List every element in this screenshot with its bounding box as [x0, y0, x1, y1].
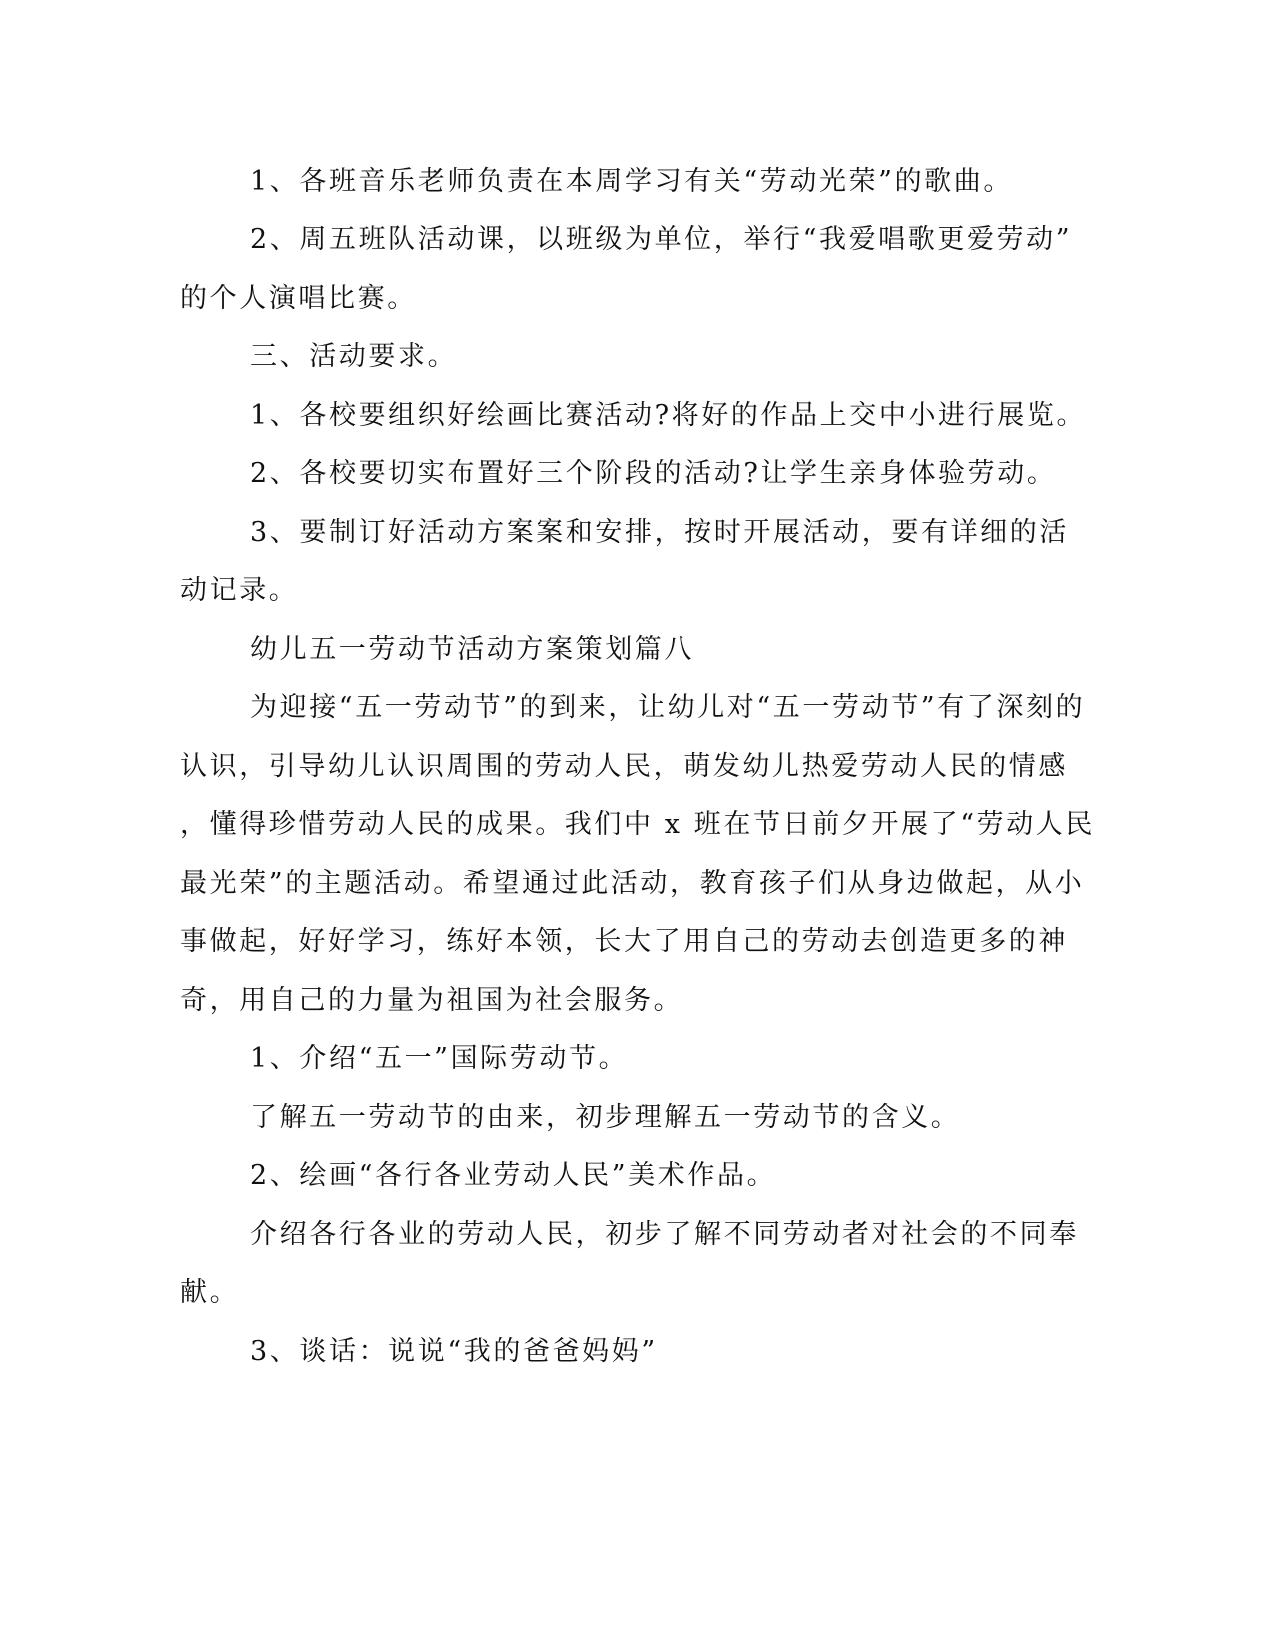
text-line-8: 动记录。 — [180, 575, 299, 606]
text-line-2: 2、周五班队活动课，以班级为单位，举行“我爱唱歌更爱劳动” — [250, 224, 1073, 255]
text-line-17: 了解五一劳动节的由来，初步理解五一劳动节的含义。 — [250, 1102, 961, 1133]
text-line-16: 1、介绍“五一”国际劳动节。 — [250, 1043, 629, 1074]
text-line-7: 3、要制订好活动方案案和安排，按时开展活动，要有详细的活 — [250, 517, 1069, 548]
text-line-11: 认识，引导幼儿认识周围的劳动人民，萌发幼儿热爱劳动人民的情感 — [180, 751, 1068, 782]
text-line-12: ，懂得珍惜劳动人民的成果。我们中 x 班在节日前夕开展了“劳动人民 — [180, 809, 1095, 840]
text-line-19: 介绍各行各业的劳动人民，初步了解不同劳动者对社会的不同奉 — [250, 1219, 1079, 1250]
text-line-14: 事做起，好好学习，练好本领，长大了用自己的劳动去创造更多的神 — [180, 926, 1068, 957]
text-line-10: 为迎接“五一劳动节”的到来，让幼儿对“五一劳动节”有了深刻的 — [250, 692, 1086, 723]
text-line-18: 2、绘画“各行各业劳动人民”美术作品。 — [250, 1160, 777, 1191]
text-line-5: 1、各校要组织好绘画比赛活动?将好的作品上交中小进行展览。 — [250, 400, 1087, 431]
text-line-15: 奇，用自己的力量为祖国为社会服务。 — [180, 985, 684, 1016]
section-heading: 三、活动要求。 — [250, 341, 458, 372]
text-line-21: 3、谈话：说说“我的爸爸妈妈” — [250, 1336, 658, 1367]
text-line-13: 最光荣”的主题活动。希望通过此活动，教育孩子们从身边做起，从小 — [180, 868, 1085, 899]
article-title: 幼儿五一劳动节活动方案策划篇八 — [250, 634, 694, 665]
text-line-1: 1、各班音乐老师负责在本周学习有关“劳动光荣”的歌曲。 — [250, 166, 1013, 197]
text-line-3: 的个人演唱比赛。 — [180, 283, 417, 314]
text-line-20: 献。 — [180, 1277, 240, 1308]
text-line-6: 2、各校要切实布置好三个阶段的活动?让学生亲身体验劳动。 — [250, 458, 1057, 489]
